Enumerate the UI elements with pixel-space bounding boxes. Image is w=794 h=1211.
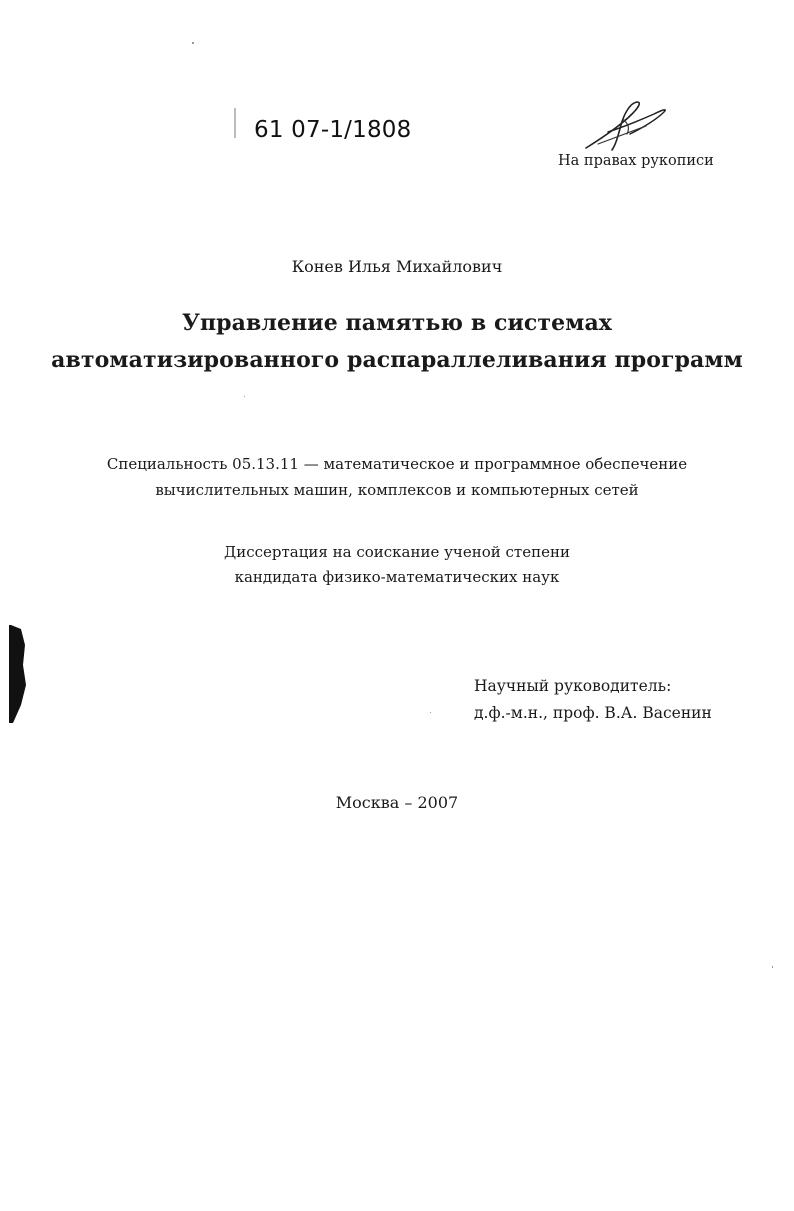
supervisor-name: д.ф.-м.н., проф. В.А. Васенин bbox=[474, 704, 712, 722]
signature-icon bbox=[580, 98, 672, 156]
scan-speck bbox=[772, 966, 773, 968]
thesis-title-line-1: Управление памятью в системах bbox=[181, 310, 613, 336]
author-name: Конев Илья Михайлович bbox=[291, 257, 503, 276]
thesis-title-line-2: автоматизированного распараллеливания программ bbox=[51, 347, 743, 373]
specialty-line-2: вычислительных машин, комплексов и компьютерных сетей bbox=[155, 481, 639, 499]
degree-line-1: Диссертация на соискание ученой степени bbox=[224, 543, 570, 561]
supervisor-label: Научный руководитель: bbox=[474, 677, 672, 695]
catalog-number: 61 07-1/1808 bbox=[254, 117, 412, 143]
specialty-line-1: Специальность 05.13.11 — математическое и программное обеспечение bbox=[106, 455, 688, 473]
binding-edge-icon bbox=[9, 625, 29, 723]
degree-line-2: кандидата физико-математических наук bbox=[234, 568, 560, 586]
city-year: Москва – 2007 bbox=[335, 793, 459, 812]
scan-speck bbox=[430, 712, 431, 713]
scan-speck bbox=[244, 396, 245, 397]
rights-note: На правах рукописи bbox=[558, 153, 714, 169]
scan-tick-mark bbox=[234, 108, 236, 138]
scan-speck bbox=[192, 42, 194, 44]
